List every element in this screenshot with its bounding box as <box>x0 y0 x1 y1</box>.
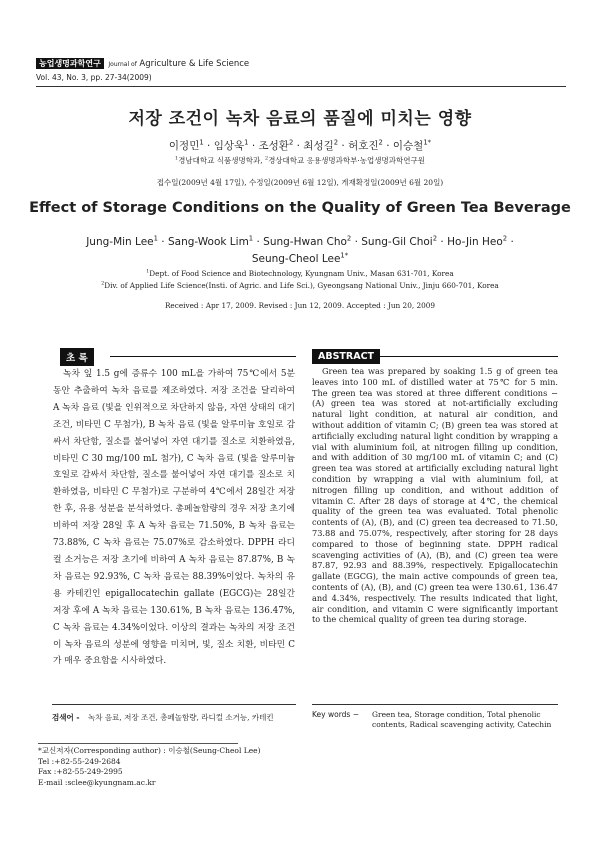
footnote <box>38 746 261 788</box>
abstract-en-rule <box>372 356 558 357</box>
title-kr: 저장 조건이 녹차 음료의 품질에 미치는 영향 <box>128 109 472 129</box>
abstract-en-text: Green tea was prepared by soaking 1.5 g of green tea leaves into 100 mL of distilled water at 75℃ for 5 min. The green tea was stored at three different conditions − (A) green tea was stored at not-artificially excluding natural light condition, at natural air condition, and without addition of vitamin C; (B) green tea was stored at artificially excluding natural light condition by wrapping a vial with aluminium foil, at nitrogen filling up condition, and with addition of 30 mg/100 mL of vitamin C; and (C) green tea was stored at artificially excluding natural light condition by wrapping a vial with aluminium foil, at nitrogen filling up condition, and without addition of vitamin C. After 28 days of storage at 4℃, the chemical quality of the green tea was evaluated. Total phenolic contents of (A), (B), and (C) green tea decreased to 71.50, 73.88 and 75.07%, respectively, after storing for 28 days compared to those of beginning state. DPPH radical scavenging activities of (A), (B), and (C) green tea were 87.87, 92.93 and 88.39%, respectively. Epigallocatechin gallate (EGCG), the main active compounds of green tea, contents of (A), (B), and (C) green tea were 130.61, 136.47 and 4.34%, respectively. The results indicated that light, air condition, and vitamin C were significantly important to the chemical quality of green tea during storage. <box>312 366 558 625</box>
abstract-en <box>312 366 558 625</box>
dates-en: Received : Apr 17, 2009. Revised : Jun 12, 2009. Accepted : Jun 20, 2009 <box>164 301 436 310</box>
journal-prefix: Journal of <box>108 61 137 68</box>
title-en: Effect of Storage Conditions on the Quality of Green Tea Beverage <box>29 200 571 216</box>
tel: Tel :+82-55-249-2684 <box>38 756 121 766</box>
author-kr: 허호진 <box>348 140 379 152</box>
author-en: Seung-Cheol Lee <box>251 253 341 265</box>
keywords-en <box>312 710 556 730</box>
keywords-en-rule <box>312 704 558 705</box>
keywords-en-text: Green tea, Storage condition, Total phenolic contents, Radical scavenging activity, Catechin <box>372 710 552 729</box>
volume-info: Vol. 43, No. 3, pp. 27-34(2009) <box>36 73 152 82</box>
journal-name-kr: 농업생명과학연구 <box>36 58 104 69</box>
dates-kr: 접수일(2009년 4월 17일), 수정일(2009년 6월 12일), 게재확정일(2009년 6월 20일) <box>156 178 444 187</box>
footer-divider <box>38 743 238 744</box>
author-kr: 임상욱 <box>213 140 245 152</box>
keywords-kr-rule <box>52 704 296 705</box>
author-kr: 이정민 <box>168 140 200 152</box>
author-kr: 최성길 <box>303 140 334 152</box>
corresponding-author: *교신저자(Corresponding author) : 이승철(Seung-Cheol Lee) <box>38 746 261 755</box>
email: E-mail :sclee@kyungnam.ac.kr <box>38 777 156 787</box>
fax: Fax :+82-55-249-2995 <box>38 767 123 776</box>
author-en: Sung-Hwan Cho <box>263 236 347 248</box>
keywords-kr-label: 검색어 - <box>52 713 80 722</box>
author-en: Sung-Gil Choi <box>361 236 433 248</box>
abstract-kr-label: 초 록 <box>60 348 94 366</box>
abstract-kr-rule <box>110 356 296 357</box>
author-en: Jung-Min Lee <box>86 236 154 248</box>
keywords-en-label: Key words − <box>312 710 359 719</box>
affiliation-en: $^1$Dept. of Food Science and Biotechnology, Kyungnam Univ., Masan 631-701, Korea $^2$Div. of Applied Life Science(Insti. of Agric. and Life Sci.), Gyeongsang National Univ., Jinju 660-701, Korea <box>101 269 499 290</box>
journal-header <box>36 58 249 69</box>
journal-name-en: Agriculture & Life Science <box>139 59 250 69</box>
authors-en: Jung-Min Lee$^1$ · Sang-Wook Lim$^1$ · Sung-Hwan Cho$^2$ · Sung-Gil Choi$^2$ · Ho-Jin Heo$^2$ · Seung-Cheol Lee$^{1*}$ <box>86 234 514 265</box>
header-divider <box>36 86 566 87</box>
abstract-en-label: ABSTRACT <box>312 349 380 364</box>
author-kr: 조성환 <box>258 140 289 152</box>
abstract-kr-text: 녹차 잎 1.5 g에 증류수 100 mL을 가하여 75℃에서 5분 동안 추출하여 녹차 음료를 제조하였다. 저장 조건을 달리하여 A 녹차 음료 (빛을 인위적으로 차단하지 않음, 자연 상태의 대기 조건, 비타민 C 무첨가), B 녹차 음료 (빛을 알루미늄 호일로 감싸서 차단함, 질소를 불어넣어 자연 대기를 질소로 치환하였음, 비타민 C 30 mg/100 mL 첨가), C 녹차 음료 (빛을 알루미늄 호일로 감싸서 차단함, 질소를 불어넣어 자연 대기를 질소로 치환하였음, 비타민 C 무첨가)로 구분하여 4℃에서 28일간 저장한 후, 유용 성분을 분석하였다. 총페놀함량의 경우 저장 초기에 비하여 저장 28일 후 A 녹차 음료는 71.50%, B 녹차 음료는 73.88%, C 녹차 음료는 75.07%로 감소하였다. DPPH 라디컬 소거능은 저장 초기에 비하여 A 녹차 음료는 87.87%, B 녹차 음료는 92.93%, C 녹차 음료는 88.39%이었다. 녹차의 유용 카테킨인 epigallocatechin gallate (EGCG)는 28일간 저장 후에 A 녹차 음료는 130.61%, B 녹차 음료는 136.47%, C 녹차 음료는 4.34%이었다. 이상의 결과는 녹차의 저장 조건이 녹차 음료의 성분에 영향을 미치며, 빛, 질소 치환, 비타민 C가 매우 중요함을 시사하였다. <box>53 369 295 667</box>
author-en: Ho-Jin Heo <box>447 236 503 248</box>
author-kr: 이승철 <box>392 140 424 152</box>
abstract-kr <box>53 366 295 670</box>
keywords-kr-text: 녹차 음료, 저장 조건, 총페놀함량, 라디컬 소거능, 카테킨 <box>88 713 274 722</box>
affiliation-kr: $^1$경남대학교 식품생명학과, $^2$경상대학교 응용생명과학부·농업생명과학연구원 <box>175 155 425 165</box>
authors-kr: 이정민$^1$ · 임상욱$^1$ · 조성환$^2$ · 최성길$^2$ · 허호진$^2$ · 이승철$^{1*}$ <box>168 138 432 152</box>
author-en: Sang-Wook Lim <box>167 236 249 248</box>
keywords-kr <box>52 712 306 724</box>
